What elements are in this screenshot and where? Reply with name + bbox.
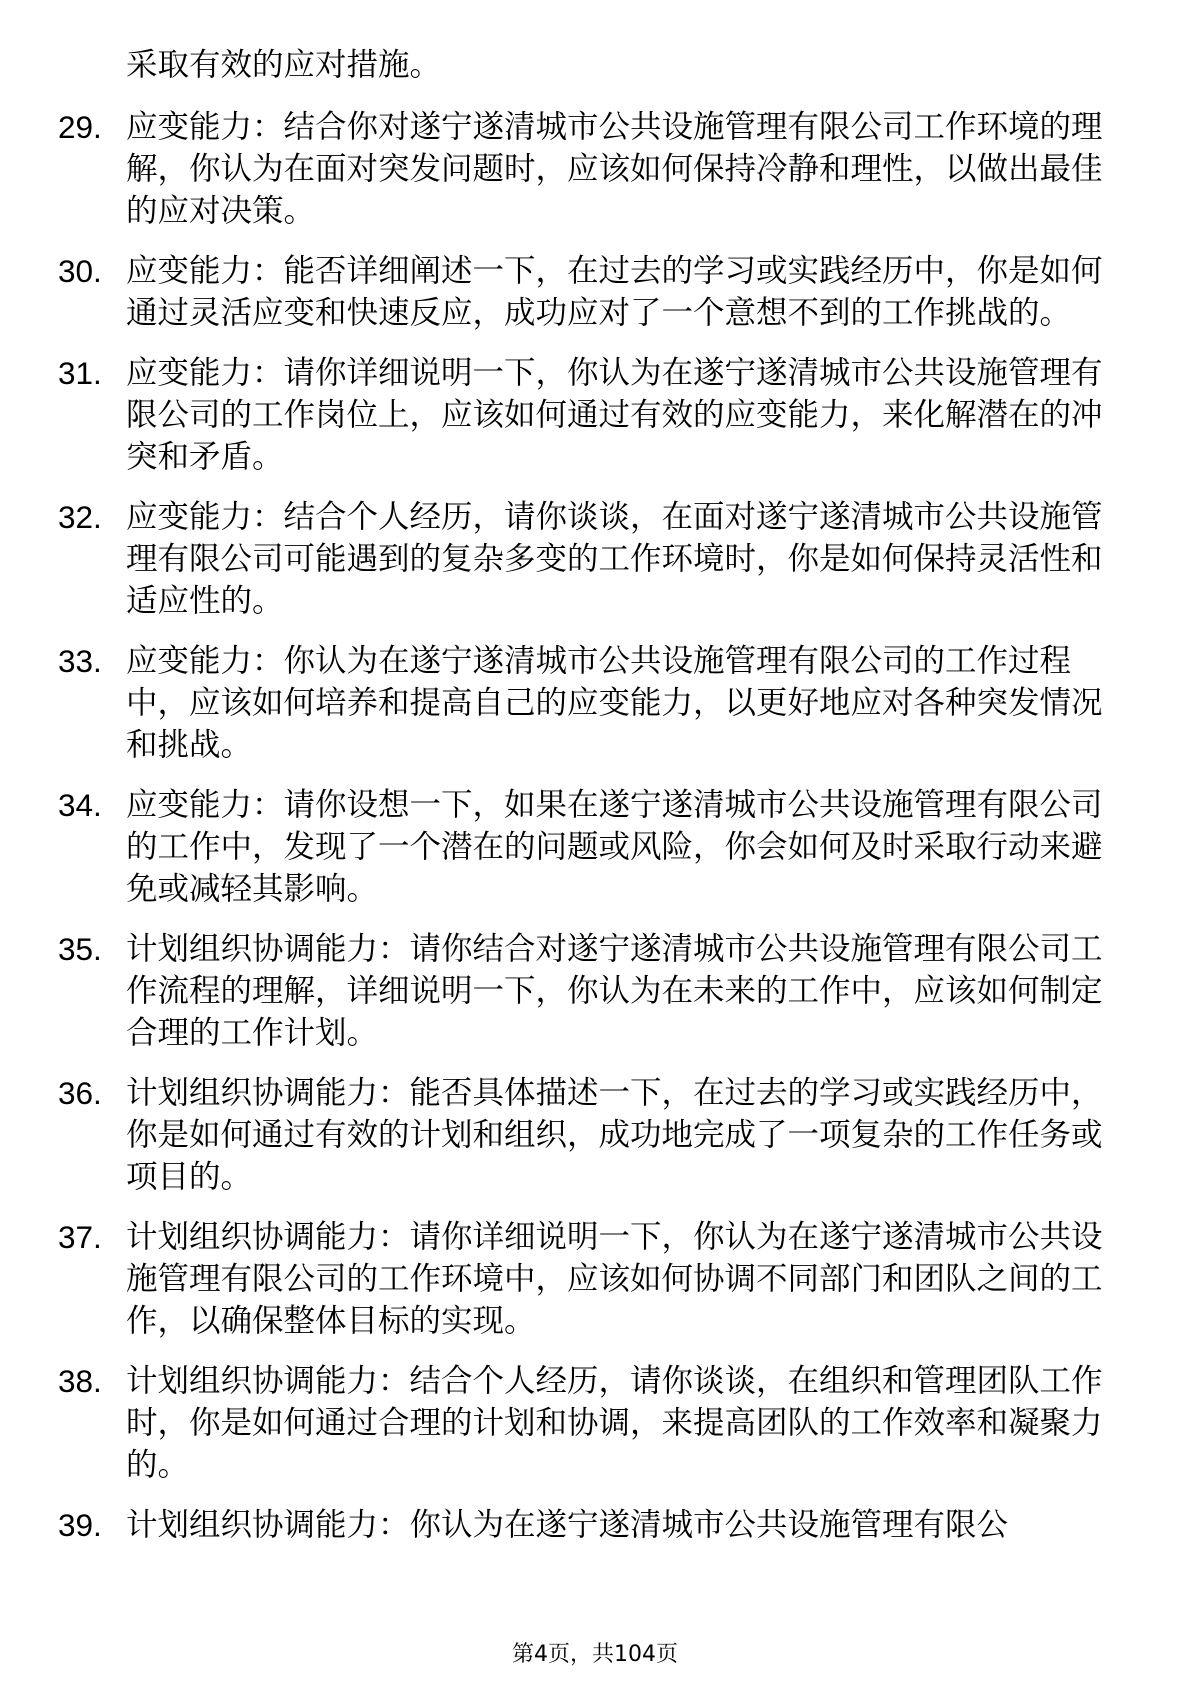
item-number: 39. <box>58 1507 102 1543</box>
item-text: 应变能力：结合个人经历，请你谈谈，在面对遂宁遂清城市公共设施管理有限公司可能遇到的复杂多变的工作环境时，你是如何保持灵活性和适应性的。 <box>126 499 1103 619</box>
item-number: 38. <box>58 1363 102 1399</box>
item-number: 37. <box>58 1219 102 1255</box>
item-text: 计划组织协调能力：结合个人经历，请你谈谈，在组织和管理团队工作时，你是如何通过合理的计划和协调，来提高团队的工作效率和凝聚力的。 <box>126 1363 1103 1483</box>
carry-over-text: 采取有效的应对措施。 <box>126 47 442 83</box>
item-text: 计划组织协调能力：你认为在遂宁遂清城市公共设施管理有限公 <box>126 1507 1009 1543</box>
item-number: 34. <box>58 787 102 823</box>
item-text: 计划组织协调能力：能否具体描述一下，在过去的学习或实践经历中，你是如何通过有效的计划和组织，成功地完成了一项复杂的工作任务或项目的。 <box>126 1075 1103 1195</box>
item-text: 计划组织协调能力：请你结合对遂宁遂清城市公共设施管理有限公司工作流程的理解，详细说明一下，你认为在未来的工作中，应该如何制定合理的工作计划。 <box>126 931 1103 1051</box>
list-item <box>58 928 1118 1054</box>
item-text: 应变能力：请你详细说明一下，你认为在遂宁遂清城市公共设施管理有限公司的工作岗位上，应该如何通过有效的应变能力，来化解潜在的冲突和矛盾。 <box>126 355 1103 475</box>
item-text: 应变能力：能否详细阐述一下，在过去的学习或实践经历中，你是如何通过灵活应变和快速反应，成功应对了一个意想不到的工作挑战的。 <box>126 253 1103 331</box>
list-item <box>58 106 1118 232</box>
page-footer <box>0 1641 1190 1669</box>
item-number: 33. <box>58 643 102 679</box>
page-number: 第4页，共104页 <box>512 1642 678 1667</box>
item-text: 计划组织协调能力：请你详细说明一下，你认为在遂宁遂清城市公共设施管理有限公司的工作环境中，应该如何协调不同部门和团队之间的工作，以确保整体目标的实现。 <box>126 1219 1103 1339</box>
item-number: 36. <box>58 1075 102 1111</box>
item-text: 应变能力：你认为在遂宁遂清城市公共设施管理有限公司的工作过程中，应该如何培养和提高自己的应变能力，以更好地应对各种突发情况和挑战。 <box>126 643 1103 763</box>
list-item <box>58 640 1118 766</box>
item-number: 31. <box>58 355 102 391</box>
list-item <box>58 352 1118 478</box>
item-number: 29. <box>58 109 102 145</box>
item-text: 应变能力：结合你对遂宁遂清城市公共设施管理有限公司工作环境的理解，你认为在面对突发问题时，应该如何保持冷静和理性，以做出最佳的应对决策。 <box>126 109 1103 229</box>
list-item <box>58 1504 1118 1546</box>
item-number: 30. <box>58 253 102 289</box>
item-number: 35. <box>58 931 102 967</box>
list-item <box>58 250 1118 334</box>
list-item <box>58 496 1118 622</box>
item-number: 32. <box>58 499 102 535</box>
list-item <box>58 1072 1118 1198</box>
item-text: 应变能力：请你设想一下，如果在遂宁遂清城市公共设施管理有限公司的工作中，发现了一个潜在的问题或风险，你会如何及时采取行动来避免或减轻其影响。 <box>126 787 1103 907</box>
list-item <box>58 1216 1118 1342</box>
list-item <box>58 784 1118 910</box>
list-item <box>58 1360 1118 1486</box>
question-list <box>58 44 1118 1564</box>
